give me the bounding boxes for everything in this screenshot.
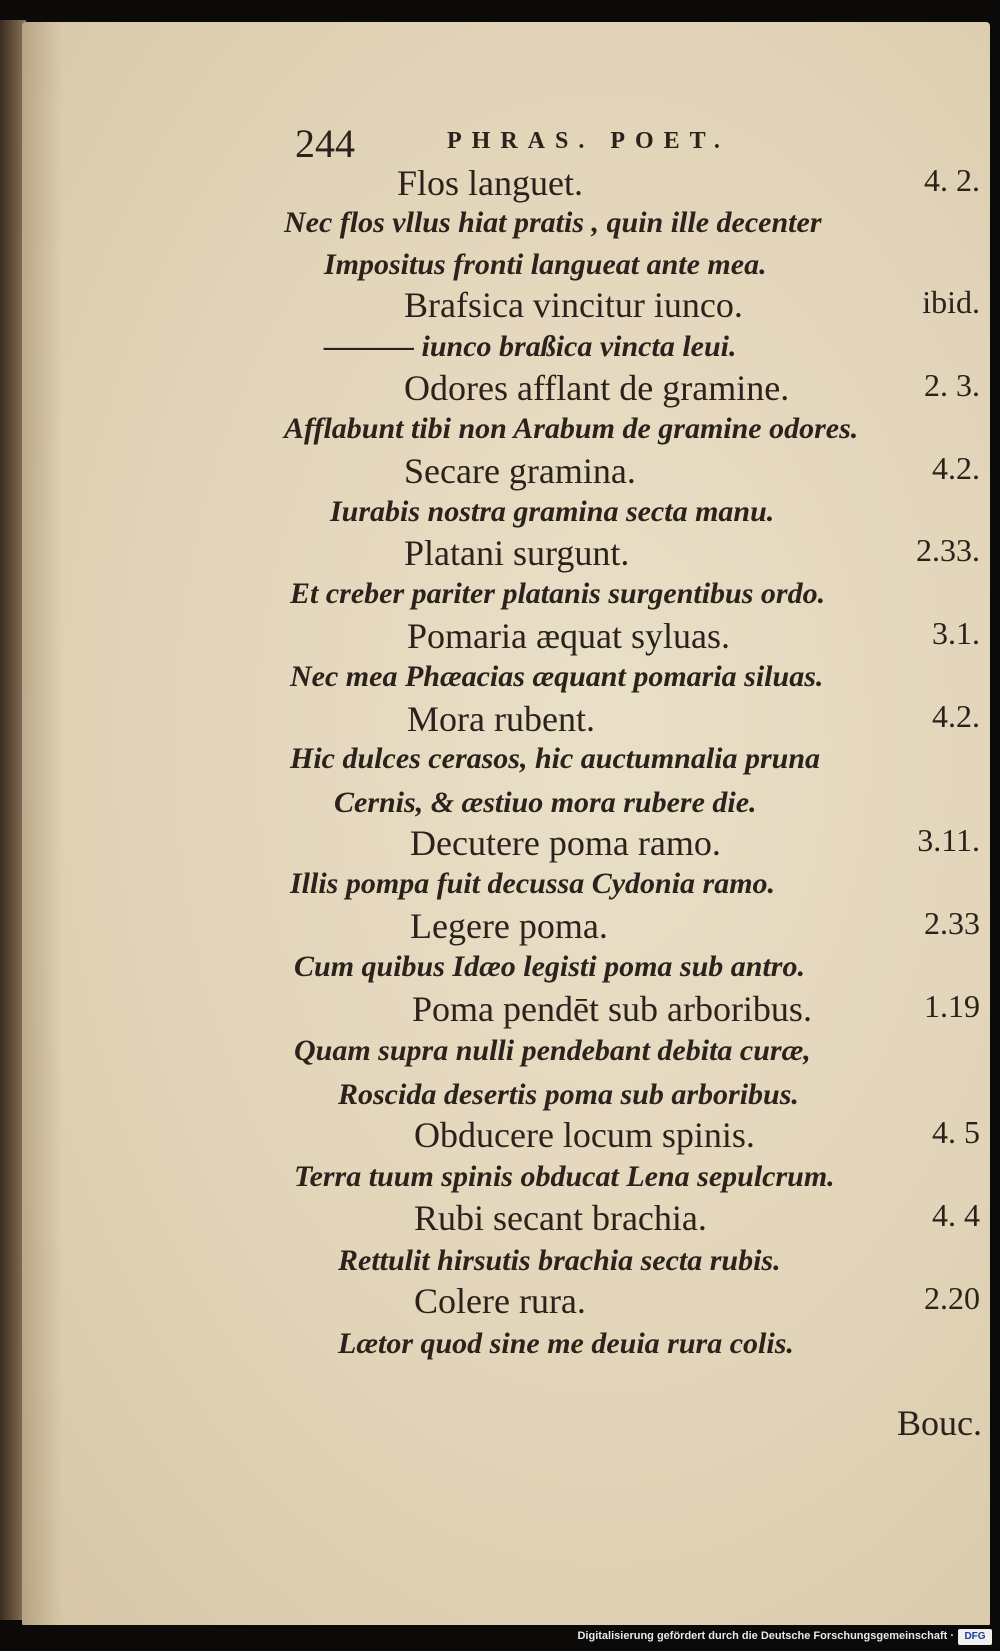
reference: 2.33. <box>916 532 980 568</box>
headword: Brafsica vincitur iunco. <box>404 285 743 325</box>
funding-notice: Digitalisierung gefördert durch die Deutsche Forschungsgemeinschaft · <box>577 1630 954 1642</box>
reference: 2.33 <box>924 905 980 941</box>
quote-text: Hic dulces cerasos, hic auctumnalia pruna <box>290 742 821 775</box>
quote-text: Afflabunt tibi non Arabum de gramine odores. <box>284 412 859 445</box>
book-page <box>22 22 990 1627</box>
headword: Decutere poma ramo. <box>410 823 721 863</box>
running-head: PHRAS. POET. <box>447 128 730 154</box>
quote-text: Rettulit hirsutis brachia secta rubis. <box>338 1244 781 1277</box>
headword: Mora rubent. <box>407 699 595 739</box>
quote-text: Impositus fronti langueat ante mea. <box>324 248 767 281</box>
headword: Obducere locum spinis. <box>414 1115 755 1155</box>
quote-text: Illis pompa fuit decussa Cydonia ramo. <box>290 867 776 900</box>
reference: 3.11. <box>917 822 980 858</box>
reference: ibid. <box>922 284 980 320</box>
quote-text: Iurabis nostra gramina secta manu. <box>330 495 775 528</box>
quote-text: ——— iunco braßica vincta leui. <box>324 330 737 363</box>
headword: Secare gramina. <box>404 451 636 491</box>
headword: Flos languet. <box>397 163 583 203</box>
reference: 4.2. <box>932 450 980 486</box>
headword: Poma pendēt sub arboribus. <box>412 989 812 1029</box>
reference: 4. 4 <box>932 1197 980 1233</box>
reference: 4. 2. <box>924 162 980 198</box>
reference: 4.2. <box>932 698 980 734</box>
headword: Platani surgunt. <box>404 533 630 573</box>
quote-text: Quam supra nulli pendebant debita curæ, <box>294 1034 811 1067</box>
dfg-logo: DFG <box>958 1629 992 1645</box>
reference: 2.20 <box>924 1280 980 1316</box>
quote-text: Terra tuum spinis obducat Lena sepulcrum. <box>294 1160 835 1193</box>
quote-text: Cum quibus Idæo legisti poma sub antro. <box>294 950 805 983</box>
reference: 3.1. <box>932 615 980 651</box>
quote-text: Lætor quod sine me deuia rura colis. <box>338 1327 794 1360</box>
headword: Colere rura. <box>414 1281 586 1321</box>
page-number: 244 <box>295 121 355 166</box>
catchword: Bouc. <box>897 1403 982 1443</box>
quote-text: Nec mea Phæacias æquant pomaria siluas. <box>290 660 824 693</box>
headword: Legere poma. <box>410 906 608 946</box>
headword: Odores afflant de gramine. <box>404 368 790 408</box>
quote-text: Nec flos vllus hiat pratis , quin ille decenter <box>284 206 822 239</box>
headword: Rubi secant brachia. <box>414 1198 707 1238</box>
digitization-footer <box>0 1625 1000 1651</box>
quote-text: Roscida desertis poma sub arboribus. <box>338 1078 799 1111</box>
reference: 2. 3. <box>924 367 980 403</box>
quote-text: Et creber pariter platanis surgentibus ordo. <box>290 577 826 610</box>
quote-text: Cernis, & æstiuo mora rubere die. <box>334 786 757 819</box>
headword: Pomaria æquat syluas. <box>407 616 730 656</box>
reference: 1.19 <box>924 988 980 1024</box>
reference: 4. 5 <box>932 1114 980 1150</box>
